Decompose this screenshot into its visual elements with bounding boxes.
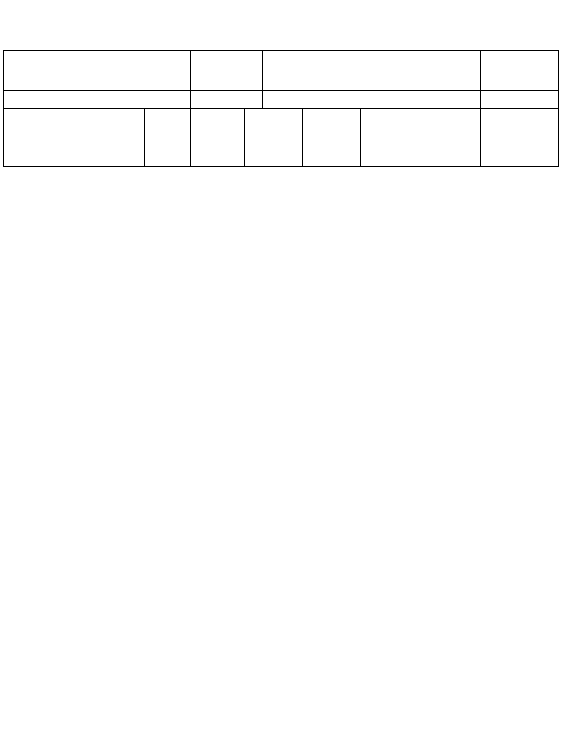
col-score [144,109,190,167]
col-rate [3,109,144,167]
competent-dept [3,51,190,91]
project-name-label [480,51,558,91]
col-exec [190,109,244,167]
project-name [262,51,480,91]
col-budget [244,109,302,167]
funds-section-label [480,109,558,167]
impl-period [3,91,190,109]
col-initial [302,109,360,167]
impl-unit-label [480,91,558,109]
funds-header-blank [360,109,480,167]
competent-dept-label [190,51,262,91]
impl-unit [262,91,480,109]
evaluation-table [3,50,559,167]
impl-period-label [190,91,262,109]
